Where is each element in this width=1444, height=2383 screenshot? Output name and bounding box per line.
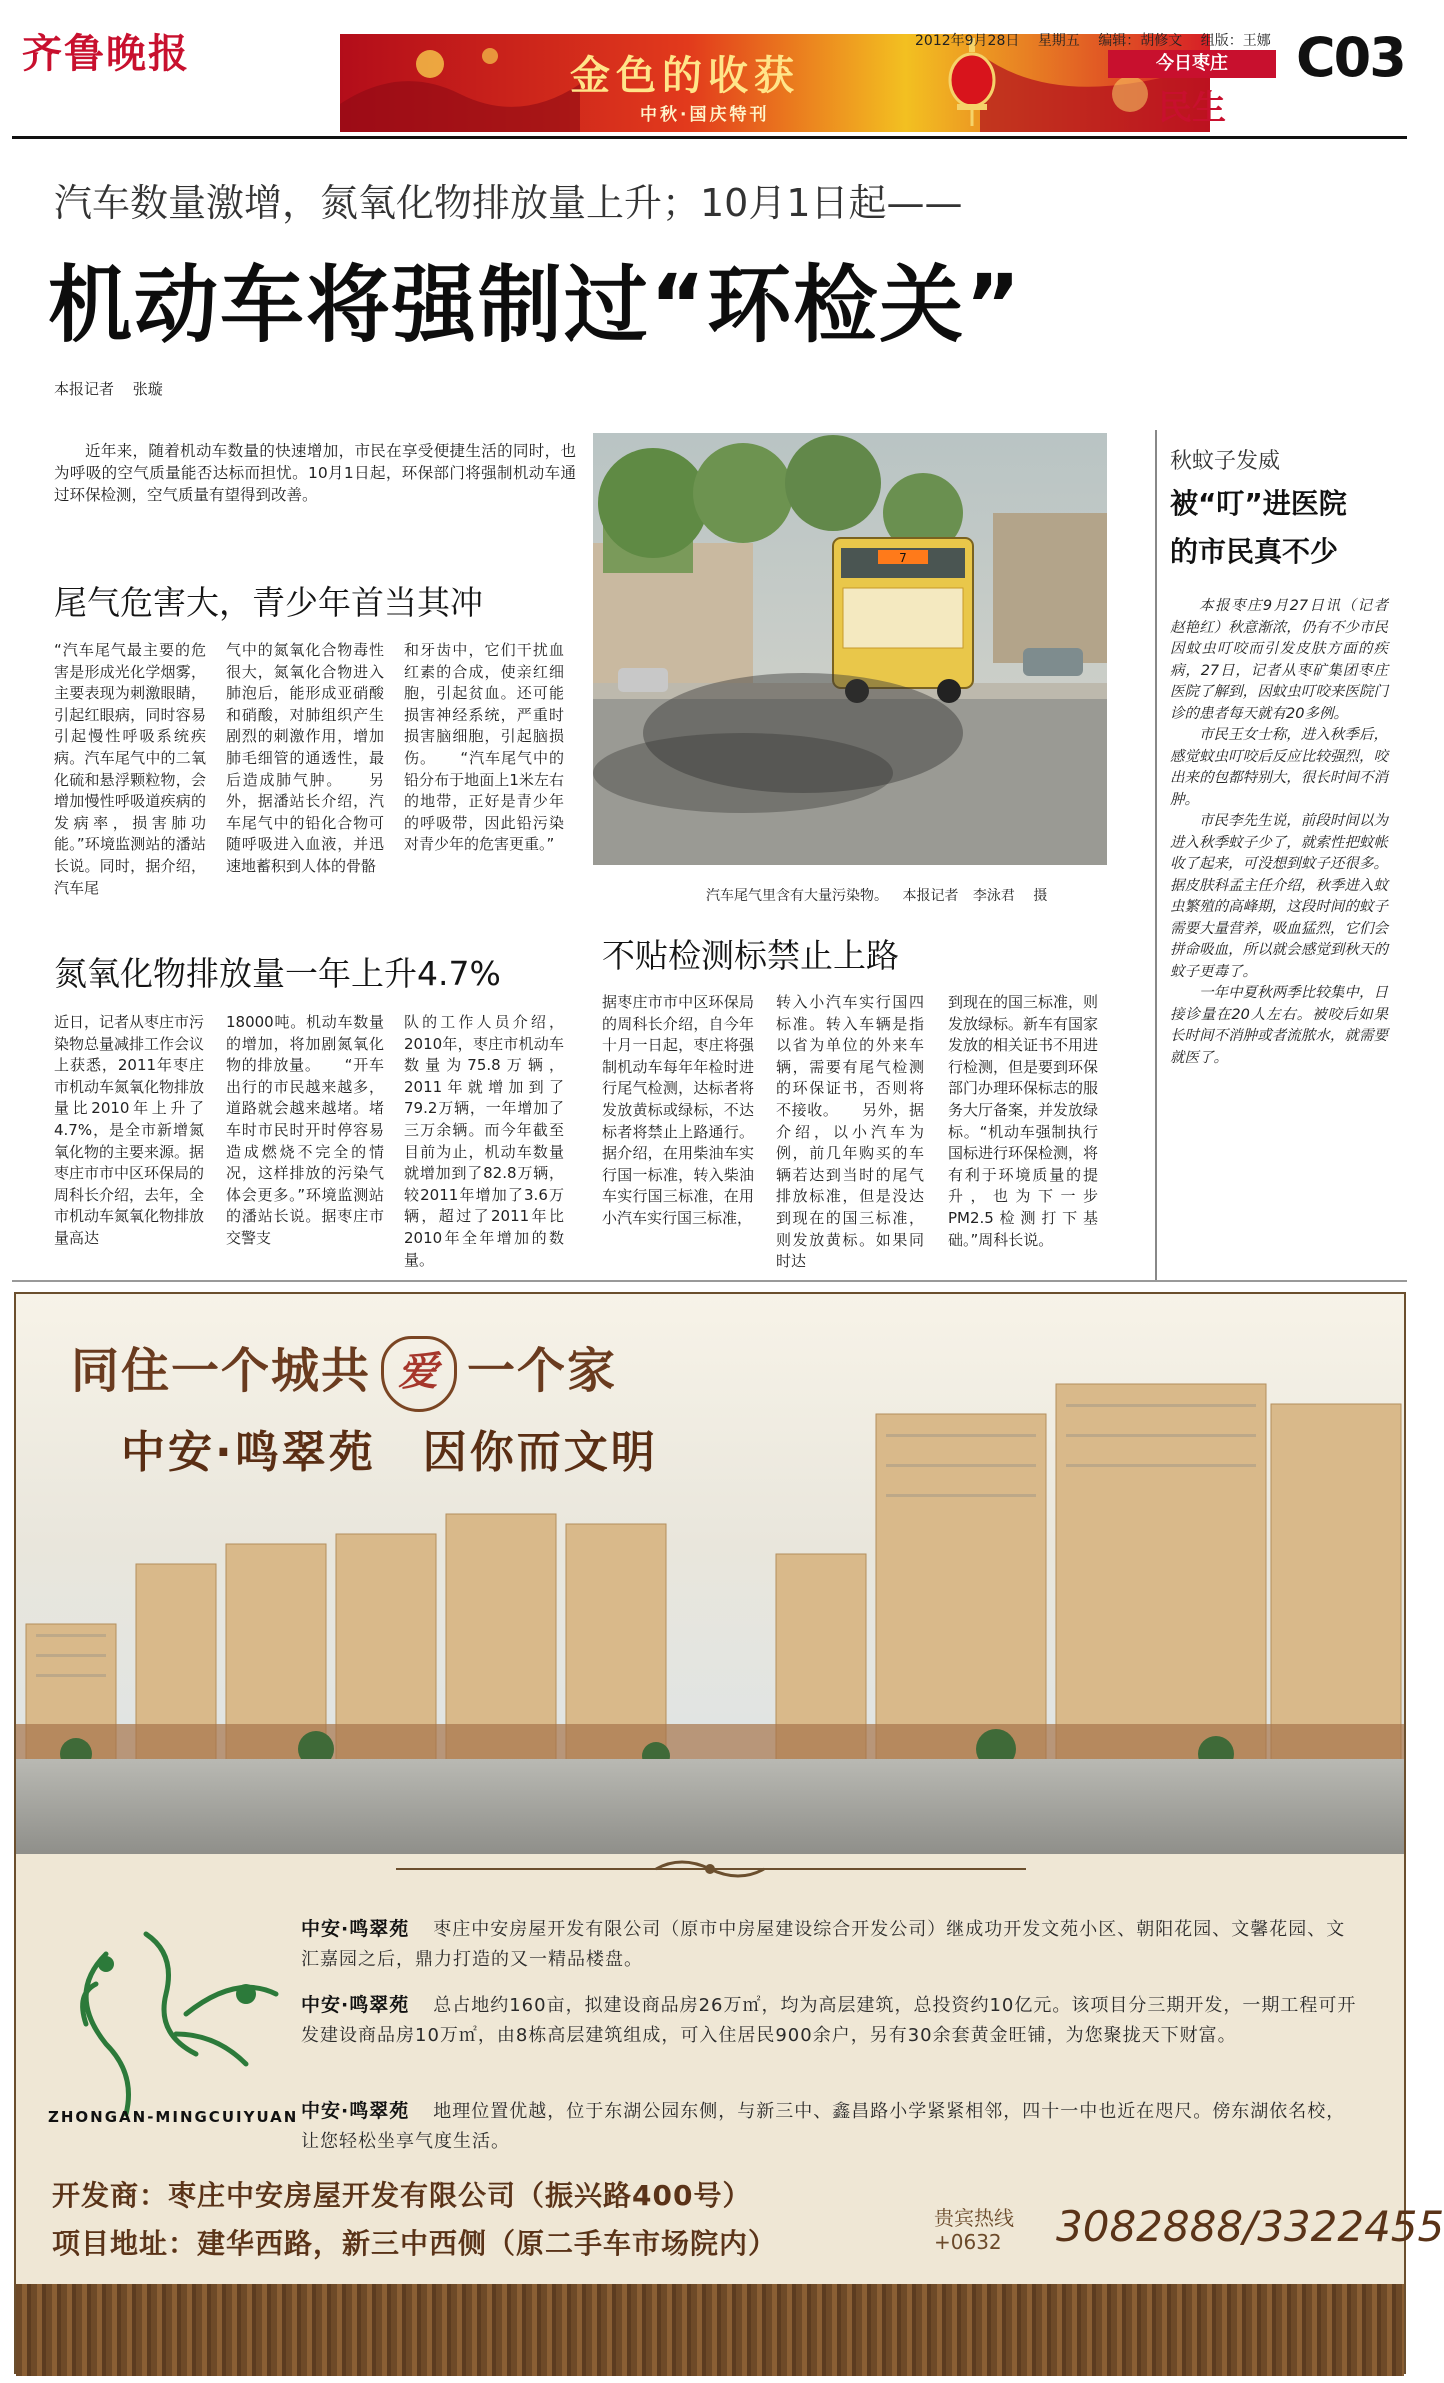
wood-texture-footer <box>16 2284 1404 2376</box>
ad-text: 总占地约160亩，拟建设商品房26万㎡，均为高层建筑，总投资约10亿元。该项目分三期开发，一期工程可开发建设商品房10万㎡，由8栋高层建筑组成，可入住居民900余户，另有30余套黄金旺铺，为您聚拢天下财富。 <box>301 1995 1357 2046</box>
banner-title: 金色的收获 <box>570 52 800 99</box>
sidebar-divider <box>1155 430 1157 1280</box>
ad-paragraph <box>301 1990 1361 2051</box>
ad-text: 枣庄中安房屋开发有限公司（原市中房屋建设综合开发公司）继成功开发文苑小区、朝阳花园、文馨花园、文汇嘉园之后，鼎力打造的又一精品楼盘。 <box>301 1919 1346 1970</box>
issue-weekday: 星期五 <box>1037 33 1080 49</box>
paragraph: “汽车尾气最主要的危害是形成光化学烟雾，主要表现为刺激眼睛，引起红眼病，同时容易引起慢性呼吸系统疾病。汽车尾气中的二氧化硫和悬浮颗粒物，会增加慢性呼吸道疾病的发病率，损害肺功能。”环境监测站的潘站长说。同时，据介绍，汽车尾 <box>54 641 206 897</box>
ad-road <box>16 1759 1404 1854</box>
paragraph: 18000吨。机动车数量的增加，将加剧氮氧化物的排放量。 “开车出行的市民越来越多，道路就会越来越堵。堵车时市民时开时停容易造成燃烧不完全的情况，这样排放的污染气体会更多。”环境监测站的潘站长说。据枣庄市交警支 <box>226 1013 384 1247</box>
section-tag: 今日枣庄 <box>1108 50 1276 78</box>
credit-suffix: 摄 <box>1033 888 1048 904</box>
text-column <box>602 992 754 1282</box>
project-name: 中安·鸣翠苑 <box>301 1918 410 1940</box>
photo-illustration <box>593 433 1107 865</box>
ad-paragraph <box>301 1914 1361 1975</box>
sidebar-paragraph: 市民王女士称，进入秋季后，感觉蚊虫叮咬后反应比较强烈，咬出来的包都特别大，很长时间不消肿。 <box>1170 727 1388 808</box>
text-column <box>226 640 384 910</box>
paragraph: 近日，记者从枣庄市污染物总量减排工作会议上获悉，2011年枣庄市机动车氮氧化物排放量比2010年上升了4.7%，是全市新增氮氧化物的主要来源。据枣庄市市中区环保局的周科长介绍，去年，全市机动车氮氧化物排放量高达 <box>54 1013 205 1247</box>
photo-caption <box>706 885 1047 905</box>
article-byline <box>54 378 177 399</box>
article-kicker: 汽车数量激增，氮氧化物排放量上升；10月1日起—— <box>54 181 963 225</box>
text-column <box>226 1012 384 1282</box>
phoenix-logo-icon <box>36 1894 306 2144</box>
article-headline: 机动车将强制过“环检关” <box>48 256 1023 354</box>
slogan-part: 一个家 <box>467 1343 618 1399</box>
sidebar-paragraph: 本报枣庄9月27日讯（记者 赵艳红）秋意渐浓，仍有不少市民因蚊虫叮咬而引发皮肤方面的疾病，27日，记者从枣矿集团枣庄医院了解到，因蚊虫叮咬来医院门诊的患者每天就有20多例。 <box>1170 598 1403 722</box>
sidebar-title: 的市民真不少 <box>1170 535 1339 568</box>
hotline-number: 3082888/3322455 <box>1056 2202 1444 2251</box>
subhead-exhaust-harm: 尾气危害大，青少年首当其冲 <box>54 583 483 622</box>
banner-subtitle: 中秋·国庆特刊 <box>640 105 770 125</box>
page-number: C03 <box>1296 26 1405 89</box>
lead-paragraph: 近年来，随着机动车数量的快速增加，市民在享受便捷生活的同时，也为呼吸的空气质量能否达标而担忧。10月1日起，环保部门将强制机动车通过环保检测，空气质量有望得到改善。 <box>54 442 576 504</box>
paragraph: 到现在的国三标准，则发放绿标。新车有国家发放的相关证书不用进行检测，但是要到环保部门办理环保标志的服务大厅备案，并发放绿标。“机动车强制执行国标进行环保检测，将有利于环境质量的提升，也为下一步PM2.5检测打下基础。”周科长说。 <box>948 993 1099 1249</box>
byline-label: 本报记者 <box>54 380 115 398</box>
paragraph: 队的工作人员介绍，2010年，枣庄市机动车数量为75.8万辆，2011年就增加到了79.2万辆，一年增加了三万余辆。而今年截至目前为止，机动车数量就增加到了82.8万辆，较2011年增加了3.6万辆，超过了2011年比2010年全年增加的数量。 <box>404 1013 564 1269</box>
developer-info: 开发商：枣庄中安房屋开发有限公司（振兴路400号） <box>52 2179 752 2212</box>
credit-label: 本报记者 <box>902 888 959 904</box>
paragraph: 气中的氮氧化合物毒性很大，氮氧化合物进入肺泡后，能形成亚硝酸和硝酸，对肺组织产生剧烈的刺激作用，增加肺毛细管的通透性，最后造成肺气肿。 另外，据潘站长介绍，汽车尾气中的铅化合物可随呼吸进入血液，并迅速地蓄积到人体的骨骼 <box>226 641 384 875</box>
caption-text: 汽车尾气里含有大量污染物。 <box>706 888 888 904</box>
paragraph: 转入小汽车实行国四标准。转入车辆是指以省为单位的外来车辆，需要有尾气检测的环保证书，否则将不接收。 另外，据介绍，以小汽车为例，前几年购买的车辆若达到当时的尾气排放标准，但是没达到现在的国三标准，则发放黄标。如果同时达 <box>776 993 924 1271</box>
ornament-divider <box>16 1854 1404 1884</box>
lantern-icon <box>945 38 999 126</box>
text-column <box>776 992 924 1282</box>
text-column <box>404 640 564 910</box>
project-address: 项目地址：建华西路，新三中西侧（原二手车市场院内） <box>52 2227 778 2260</box>
ad-slogan <box>71 1332 617 1412</box>
sidebar-body <box>1170 596 1403 1286</box>
section-name: 民生 <box>1158 88 1226 128</box>
text-column <box>404 1012 564 1282</box>
sidebar-kicker: 秋蚊子发威 <box>1170 449 1281 474</box>
layout-credit: 组版：王娜 <box>1200 33 1271 49</box>
text-column <box>948 992 1098 1282</box>
real-estate-advertisement <box>14 1292 1444 2374</box>
project-name: 中安·鸣翠苑 <box>301 2100 410 2122</box>
sidebar-title: 被“叮”进医院 <box>1170 487 1347 520</box>
bus-exhaust-photo <box>593 433 1107 865</box>
heart-icon: 爱 <box>381 1336 457 1412</box>
issue-date: 2012年9月28日 <box>915 33 1020 49</box>
ad-text: 地理位置优越，位于东湖公园东侧，与新三中、鑫昌路小学紧紧相邻，四十一中也近在咫尺。傍东湖依名校，让您轻松坐享气度生活。 <box>301 2101 1346 2152</box>
article-lead <box>54 440 576 506</box>
issue-meta <box>915 30 1285 50</box>
area-code: +0632 <box>934 2230 1002 2254</box>
credit-name: 李泳君 <box>972 888 1015 904</box>
bus-route-number: 7 <box>899 551 907 565</box>
masthead-divider <box>12 136 1407 139</box>
sidebar-paragraph: 市民李先生说，前段时间以为进入秋季蚊子少了，就索性把蚊帐收了起来，可没想到蚊子还很多。据皮肤科孟主任介绍，秋季进入蚊虫繁殖的高峰期，这段时间的蚊子需要大量营养，吸血猛烈，它们会拼命吸血，所以就会感觉到秋天的蚊子更毒了。 <box>1170 813 1388 980</box>
editor-credit: 编辑：胡修文 <box>1098 33 1183 49</box>
logo-caption: ZHONGAN-MINGCUIYUAN <box>48 2108 299 2126</box>
text-column <box>54 640 206 910</box>
masthead <box>0 0 1417 130</box>
paragraph: 和牙齿中，它们干扰血红素的合成，使亲红细胞，引起贫血。还可能损害神经系统，严重时损害脑细胞，引起脑损伤。 “汽车尾气中的铅分布于地面上1米左右的地带，正好是青少年的呼吸带，因此铅污染对青少年的危害更重。” <box>404 641 564 854</box>
subhead-no-sticker: 不贴检测标禁止上路 <box>602 936 899 975</box>
ad-rendering <box>16 1294 1404 1854</box>
ad-paragraph <box>301 2096 1361 2157</box>
article-divider <box>12 1280 1407 1282</box>
newspaper-logo: 齐鲁晚报 <box>22 30 190 77</box>
paragraph: 据枣庄市市中区环保局的周科长介绍，自今年十月一日起，枣庄将强制机动车每年年检时进行尾气检测，达标者将发放黄标或绿标，不达标者将禁止上路通行。据介绍，在用柴油车实行国一标准，转入柴油车实行国三标准，在用小汽车实行国三标准， <box>602 993 754 1227</box>
project-name: 中安·鸣翠苑 <box>301 1994 410 2016</box>
subhead-emission-rise: 氮氧化物排放量一年上升4.7% <box>54 954 501 993</box>
text-column <box>54 1012 204 1282</box>
byline-name: 张璇 <box>132 380 163 398</box>
hotline-label: 贵宾热线 <box>934 2206 1014 2230</box>
sidebar-paragraph: 一年中夏秋两季比较集中，日接诊量在20人左右。被咬后如果长时间不消肿或者流脓水，就需要就医了。 <box>1170 985 1388 1066</box>
slogan-part: 同住一个城共 <box>71 1343 372 1399</box>
ad-slogan-secondary: 中安·鸣翠苑 因你而文明 <box>121 1427 658 1478</box>
